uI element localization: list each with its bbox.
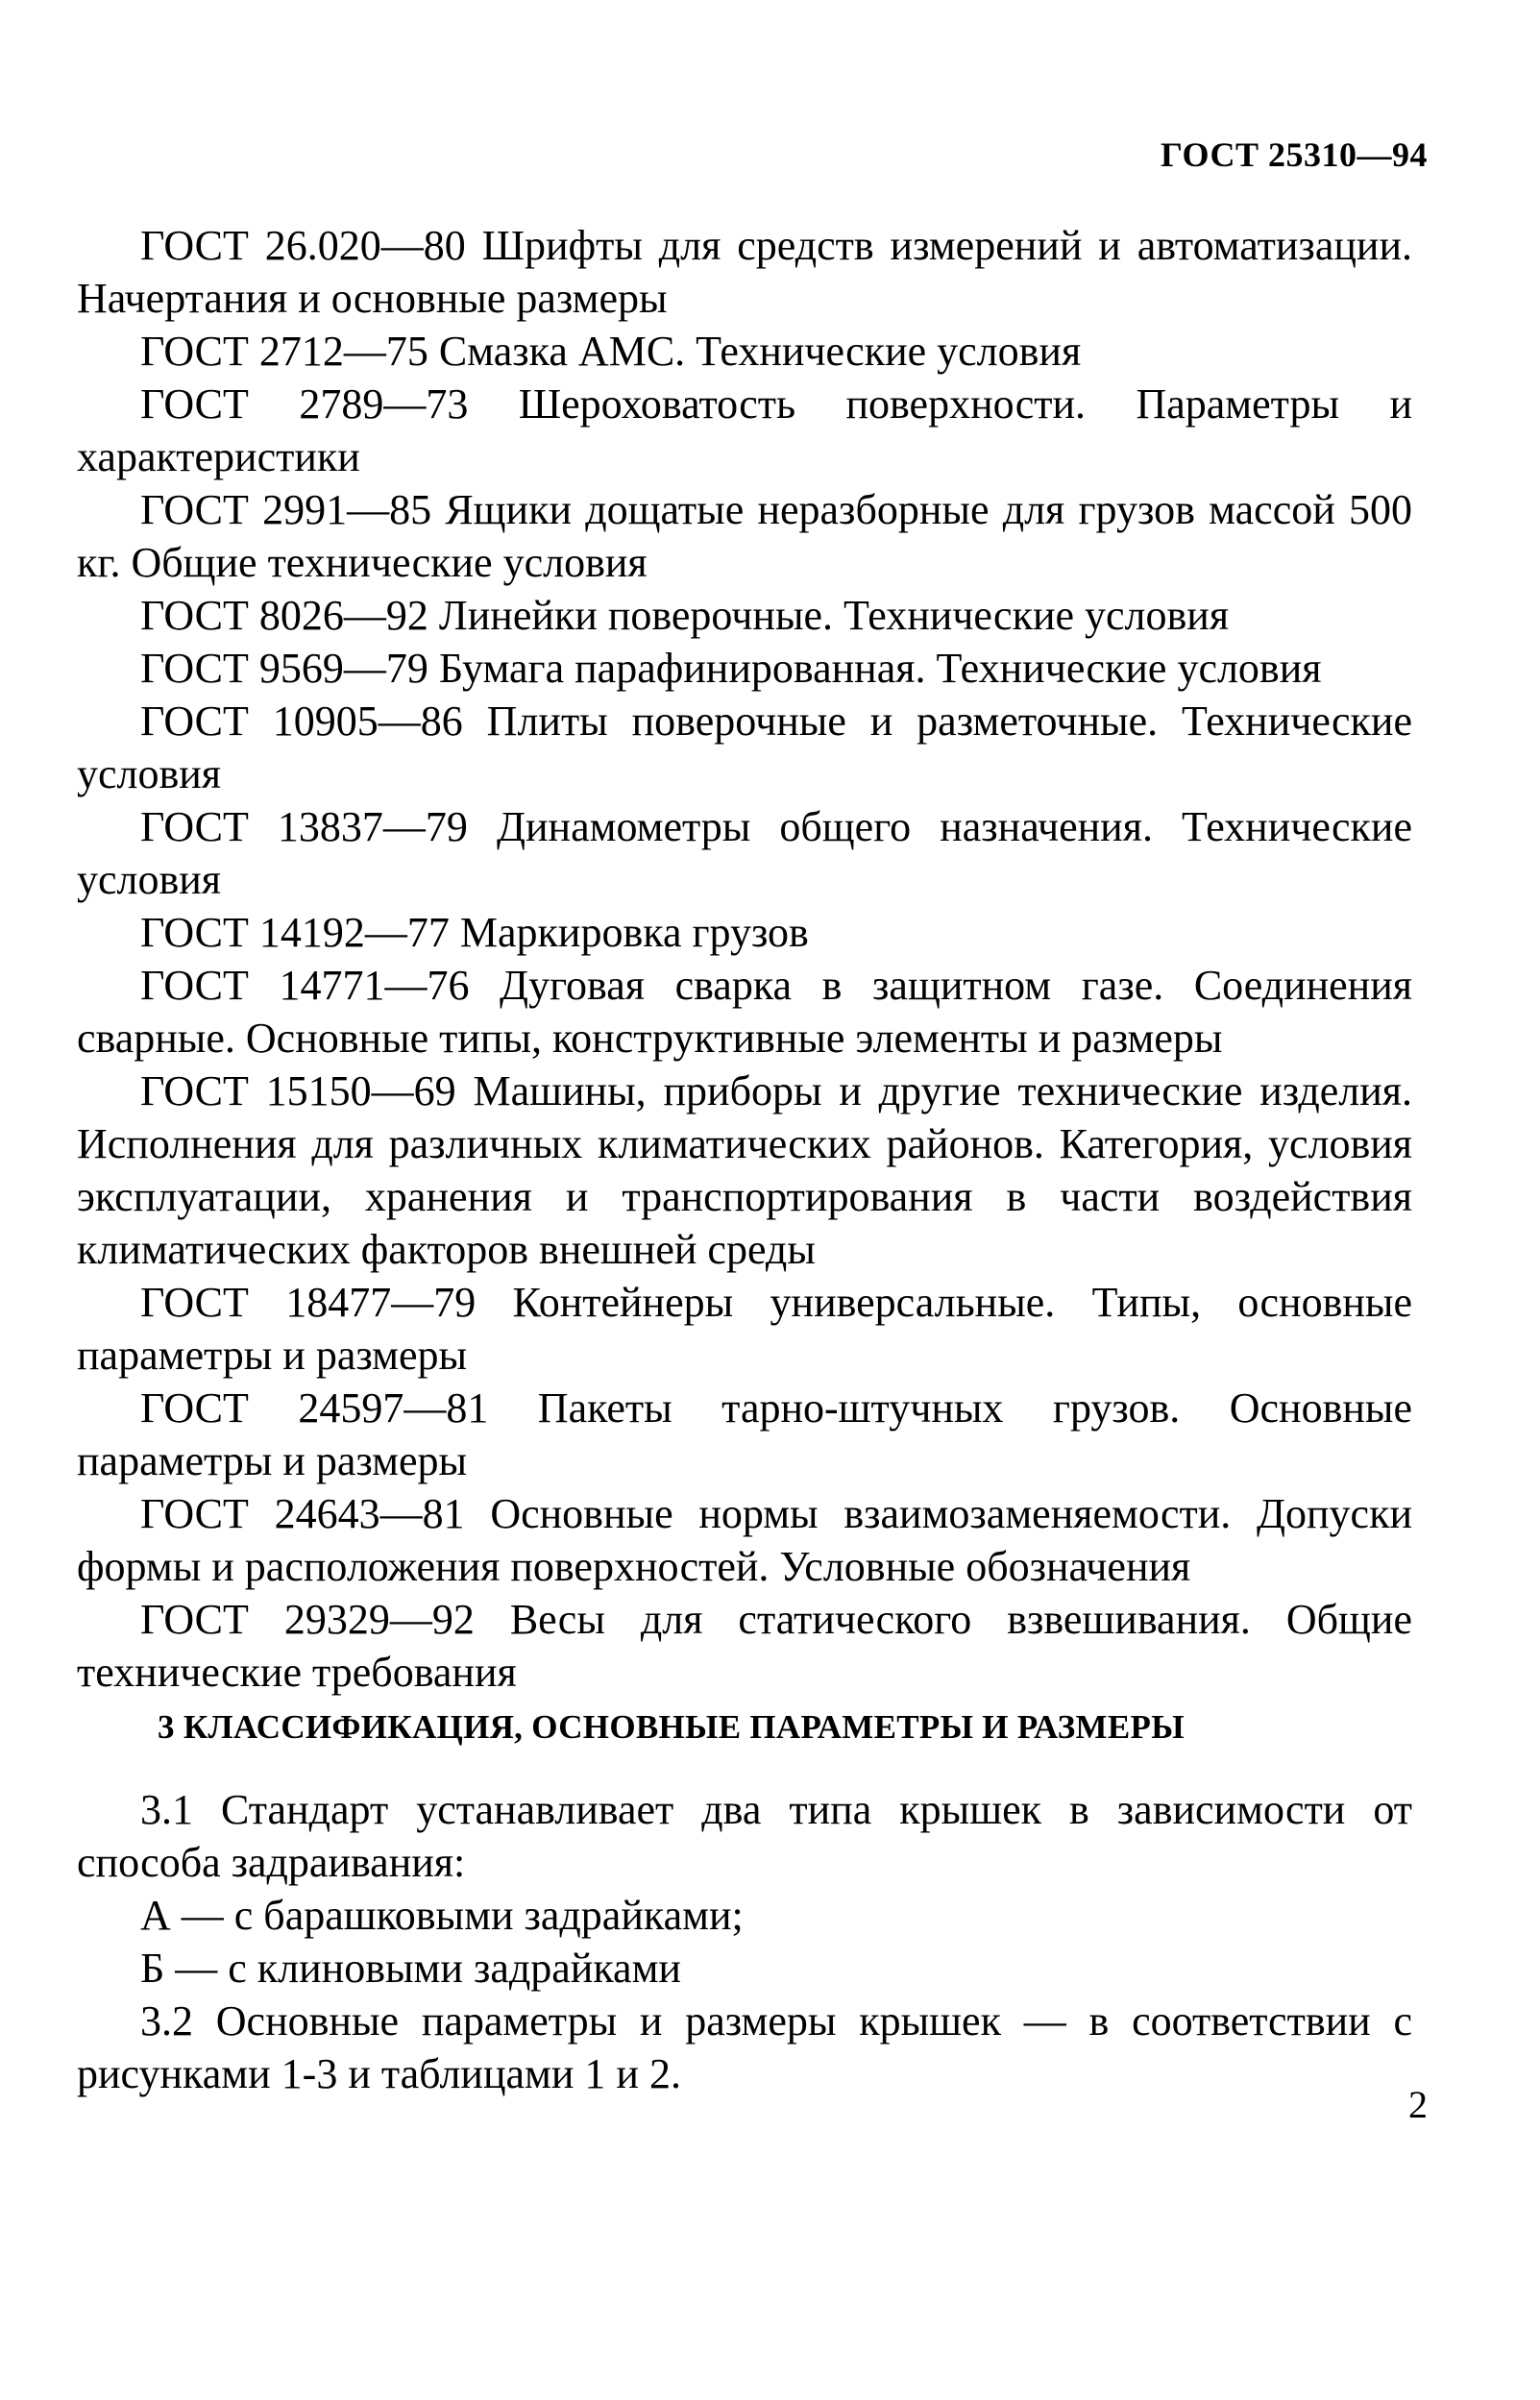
reference-entry: ГОСТ 2991—85 Ящики дощатые неразборные для грузов массой 500 кг. Общие технические условия	[77, 486, 1412, 586]
reference-entry: ГОСТ 10905—86 Плиты поверочные и разметочные. Технические условия	[77, 698, 1412, 797]
reference-entry: ГОСТ 13837—79 Динамометры общего назначения. Технические условия	[77, 803, 1412, 903]
section-3-heading: 3 КЛАССИФИКАЦИЯ, ОСНОВНЫЕ ПАРАМЕТРЫ И РАЗМЕРЫ	[158, 1708, 1185, 1746]
reference-entry: ГОСТ 29329—92 Весы для статического взвешивания. Общие технические требования	[77, 1596, 1412, 1696]
type-b-item: Б — с клиновыми задрайками	[140, 1945, 681, 1992]
reference-entry: ГОСТ 2712—75 Смазка АМС. Технические условия	[140, 328, 1082, 375]
reference-entry: ГОСТ 24597—81 Пакеты тарно-штучных грузов. Основные параметры и размеры	[77, 1384, 1412, 1484]
page-number: 2	[1408, 2083, 1428, 2126]
type-a-item: А — с барашковыми задрайками;	[140, 1892, 744, 1939]
normative-references-list	[77, 219, 1412, 1699]
reference-entry: ГОСТ 24643—81 Основные нормы взаимозаменяемости. Допуски формы и расположения поверхностей. Условные обозначения	[77, 1490, 1412, 1590]
document-code-header: ГОСТ 25310—94	[1161, 135, 1428, 174]
reference-entry: ГОСТ 26.020—80 Шрифты для средств измерений и автоматизации. Начертания и основные размеры	[77, 222, 1412, 322]
reference-entry: ГОСТ 14192—77 Маркировка грузов	[140, 909, 809, 956]
reference-entry: ГОСТ 14771—76 Дуговая сварка в защитном газе. Соединения сварные. Основные типы, конструктивные элементы и размеры	[77, 962, 1412, 1062]
reference-entry: ГОСТ 9569—79 Бумага парафинированная. Технические условия	[140, 645, 1322, 692]
reference-entry: ГОСТ 15150—69 Машины, приборы и другие технические изделия. Исполнения для различных климатических районов. Категория, условия эксплуатации, хранения и транспортирования в части воздействия климатических факторов внешней среды	[77, 1067, 1412, 1273]
reference-entry: ГОСТ 18477—79 Контейнеры универсальные. Типы, основные параметры и размеры	[77, 1279, 1412, 1379]
clause-3-1: 3.1 Стандарт устанавливает два типа крышек в зависимости от способа задраивания:	[77, 1786, 1412, 1886]
reference-entry: ГОСТ 2789—73 Шероховатость поверхности. Параметры и характеристики	[77, 380, 1412, 480]
reference-entry: ГОСТ 8026—92 Линейки поверочные. Технические условия	[140, 592, 1230, 639]
clause-3-2: 3.2 Основные параметры и размеры крышек — в соответствии с рисунками 1-3 и таблицами 1 и 2.	[77, 1997, 1412, 2097]
section-3-body	[77, 1783, 1412, 2100]
